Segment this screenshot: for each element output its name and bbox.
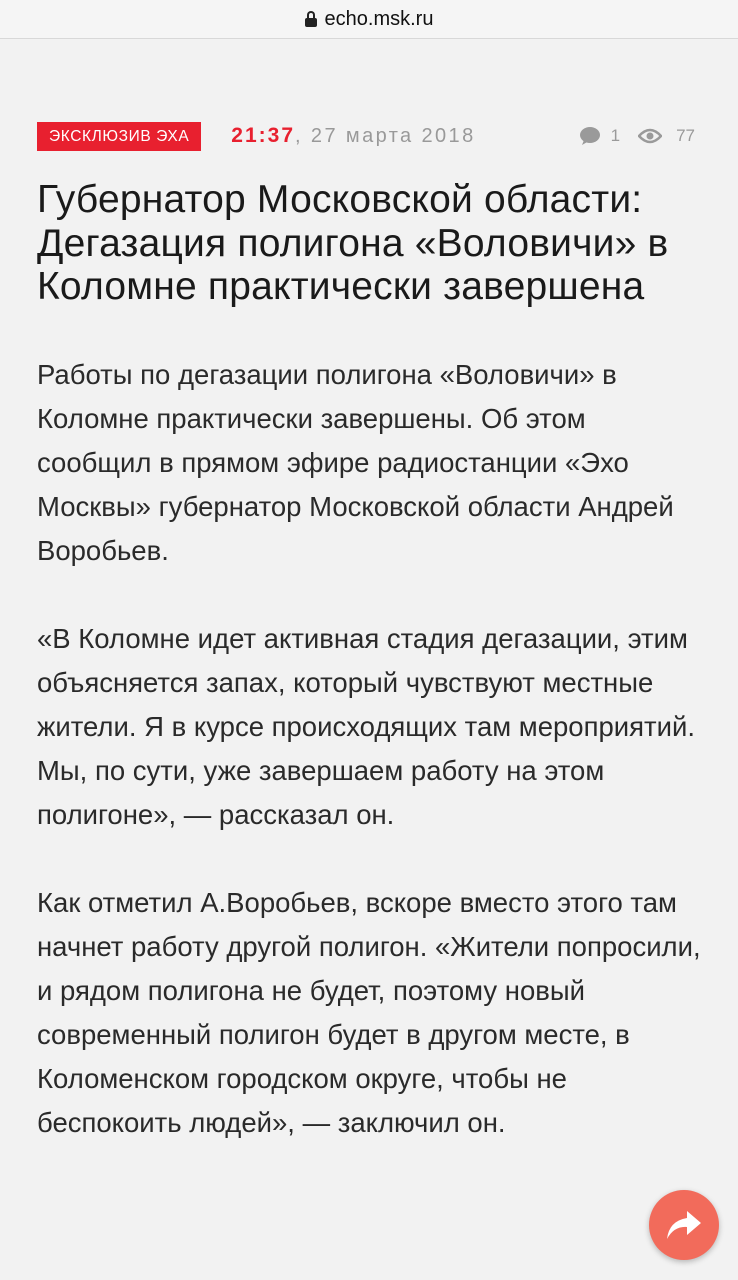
publish-date: , 27 марта 2018	[295, 124, 476, 147]
article-meta	[37, 118, 707, 154]
article-paragraph: «В Коломне идет активная стадия дегазации, этим объясняется запах, который чувствуют местные жители. Я в курсе происходящих там мероприятий. Мы, по сути, уже завершаем работу на этом полигоне», — рассказал он.	[37, 622, 695, 830]
views-count: 77	[676, 126, 695, 145]
comment-icon	[579, 126, 601, 146]
article	[37, 118, 707, 1145]
address-bar[interactable]	[0, 0, 738, 39]
article-title: Губернатор Московской области: Дегазация полигона «Воловичи» в Коломне практически завершена	[37, 178, 669, 308]
share-button[interactable]	[649, 1190, 719, 1260]
lock-icon	[305, 11, 317, 27]
article-paragraph: Как отметил А.Воробьев, вскоре вместо этого там начнет работу другой полигон. «Жители попросили, и рядом полигона не будет, поэтому новый современный полигон будет в другом месте, в Коломенском городском округе, чтобы не беспокоить людей», — заключил он.	[37, 886, 701, 1138]
share-icon	[665, 1209, 703, 1241]
publish-time: 21:37	[231, 124, 296, 147]
url-text[interactable]: echo.msk.ru	[324, 7, 434, 30]
article-paragraph: Работы по дегазации полигона «Воловичи» в Коломне практически завершены. Об этом сообщил в прямом эфире радиостанции «Эхо Москвы» губернатор Московской области Андрей Воробьев.	[37, 358, 674, 566]
comments-count: 1	[610, 126, 621, 145]
exclusive-badge[interactable]: ЭКСКЛЮЗИВ ЭХА	[37, 122, 201, 151]
eye-icon	[638, 128, 662, 144]
article-stats	[579, 126, 695, 146]
